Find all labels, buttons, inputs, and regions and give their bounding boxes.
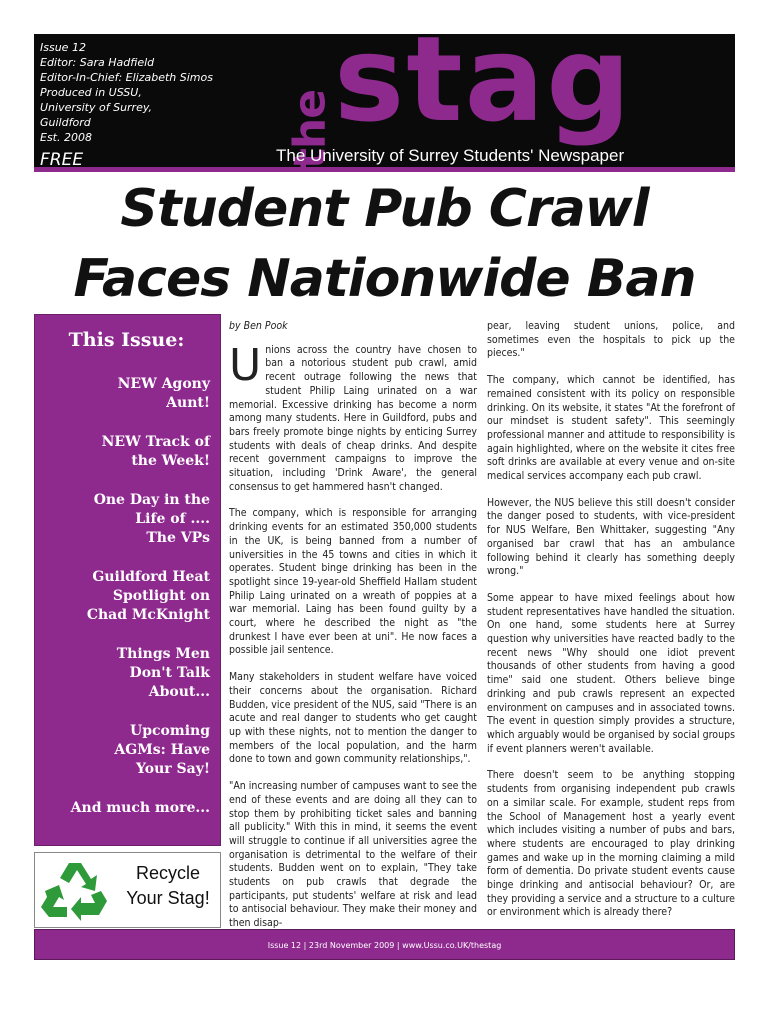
article-paragraph: pear, leaving student unions, police, and sometimes even the hospitals to pick up the pieces." [487,320,735,360]
editor-in-chief: Editor-In-Chief: Elizabeth Simos [40,71,213,84]
article-paragraph: Unions across the country have chosen to ban a notorious student pub crawl, amid recent outrage following the news that student Philip Laing urinated on a war memorial. Excessive drinking has become a norm among many students. Here in Guildford, pubs and bars freely promote binge nights by enticing Surrey students with deals of cheap drinks. And despite recent government campaigns to improve the situation, including 'Drink Aware', the general consensus to get hammered hasn't changed. [229,339,477,493]
recycle-icon [39,857,111,925]
byline: by Ben Pook [229,320,288,332]
article-paragraph: Some appear to have mixed feelings about how student representatives have handled the situation. On one hand, some students here at Surrey question why universities have reacted badly to the recent news "Why should one idiot prevent thousands of other students from having a good time" said one student. Others believe binge drinking and pub crawls represent an expected environment on campuses and in associated towns. The event in question simply provides a structure, which arguably would be organised by social groups if event planners weren't available. [487,591,735,755]
footer-bar: Issue 12 | 23rd November 2009 | www.Ussu.co.UK/thestag [34,929,735,960]
sidebar-item-guildford-heat: Guildford Heat Spotlight on Chad McKnight [86,569,210,623]
masthead [34,10,735,172]
article-column-2 [487,320,735,947]
sidebar-item-things-men: Things Men Don't Talk About... [116,646,210,700]
headline [34,174,735,314]
logo-the: the [284,89,336,170]
article-paragraph: "An increasing number of campuses want to see the end of these events and are doing all they can to stop them by prohibiting ticket sales and banning all publicity." With this in mind, it seems the event will struggle to continue if all universities agree the organisation is detrimental to the welfare of their students. Budden went on to explain, "They take students on pub crawls that degrade the participants, put students' welfare at risk and lead to antisocial behaviour. They make their money and then disap- [229,780,477,930]
article-paragraph: However, the NUS believe this still doesn't consider the danger posed to students, with vice-president for NUS Welfare, Ben Whittaker, suggesting "Any organised bar crawl that has an ambulance following behind it clearly has something deeply wrong." [487,496,735,578]
sidebar-item-much-more: And much more... [70,800,210,816]
issue-info [40,40,213,171]
sidebar-item-track-of-week: NEW Track of the Week! [101,434,210,469]
logo-stag: stag [334,10,633,148]
produced-in: Produced in USSU, [40,86,142,99]
established: Est. 2008 [40,131,92,144]
university: University of Surrey, [40,101,153,114]
article-paragraph: The company, which cannot be identified, has remained consistent with its policy on responsible drinking. On its website, it states "At the forefront of our mindset is student safety". This seemingly professional manner and attitude to responsibility is again highlighted, where on the website it cites free soft drinks are available at every venue and on-site medical services accompany each pub crawl. [487,374,735,483]
sidebar-item-agms: Upcoming AGMs: Have Your Say! [114,723,210,777]
drop-cap: U [229,339,262,391]
headline-line-1: Student Pub Crawl [120,179,649,239]
recycle-box [34,852,221,928]
sidebar-title: This Issue: [68,329,185,351]
this-issue-sidebar [34,314,221,846]
sidebar-item-agony-aunt: NEW Agony Aunt! [117,376,210,411]
tagline: The University of Surrey Students' Newspaper [276,146,625,165]
issue-number: Issue 12 [40,41,86,54]
article-paragraph: The company, which is responsible for arranging drinking events for an estimated 350,000 students in the UK, is being banned from a number of universities in the 45 towns and cities in which it operates. Student binge drinking has been in the spotlight since 19-year-old Sheffield Hallam student Philip Laing urinated on a wreath of poppies at a war memorial. Laing has been found guilty by a court, where he described the night as "the drunkest I have ever been at uni". He now faces a possible jail sentence. [229,507,477,657]
article-column-1 [229,320,477,944]
editor: Editor: Sara Hadfield [40,56,155,69]
city: Guildford [40,116,91,129]
headline-line-2: Faces Nationwide Ban [73,249,696,309]
article-paragraph: Many stakeholders in student welfare have voiced their concerns about the organisation. Richard Budden, vice president of the NUS, said "There is an acute and real danger to students who get caught up with these nights, not to mention the danger to members of the local population, and the harm done to town and gown community relationships,". [229,671,477,766]
price-label: FREE [40,150,84,170]
article-paragraph: There doesn't seem to be anything stopping students from organising independent pub crawls on a similar scale. For example, student reps from the School of Management host a yearly event which includes visiting a number of pubs and bars, where students are encouraged to play drinking games and wake up in the morning claiming a mild form of dementia. Do private student events cause binge drinking and antisocial behaviour? Or, are they providing a service and a structure to a culture or environment which is already there? [487,769,735,919]
sidebar-item-day-in-life: One Day in the Life of .... The VPs [93,492,210,546]
recycle-message: Recycle Your Stag! [126,863,210,908]
